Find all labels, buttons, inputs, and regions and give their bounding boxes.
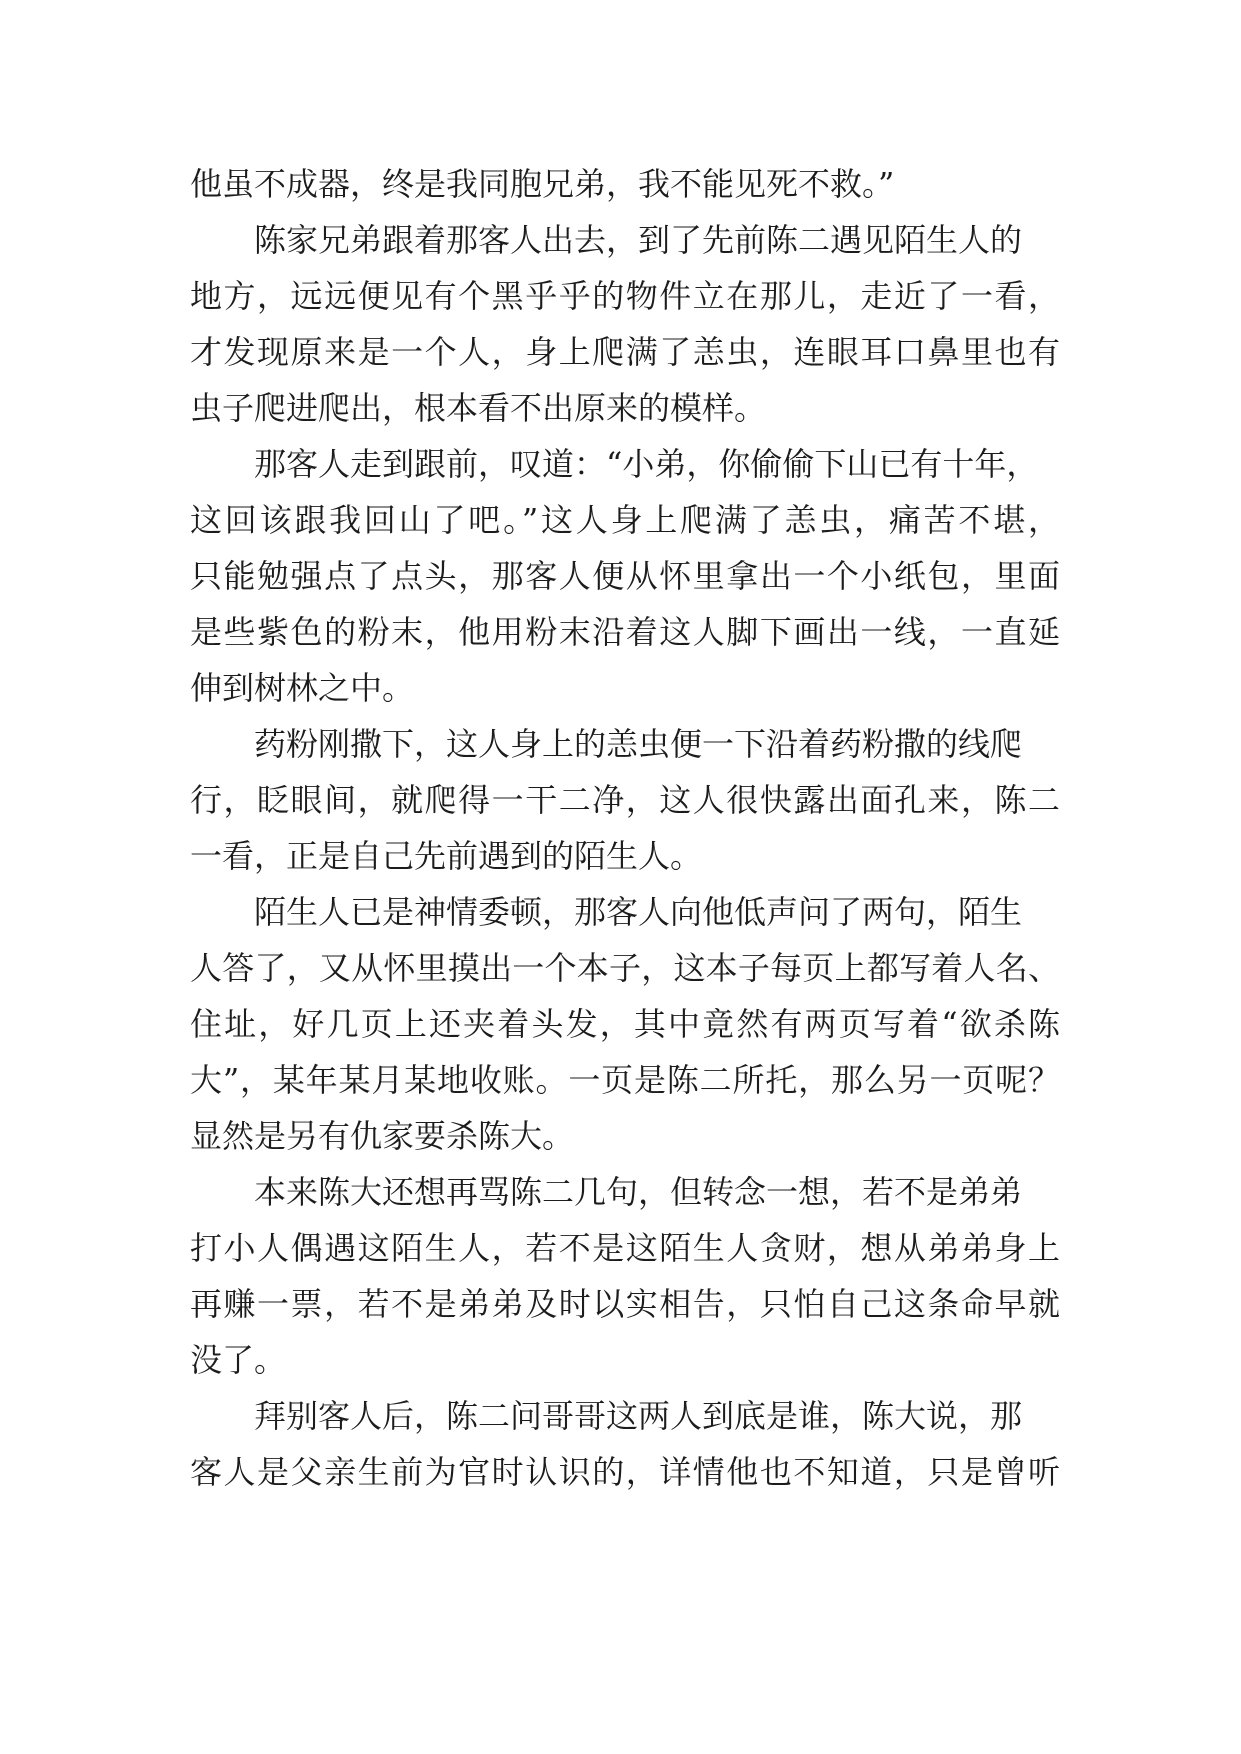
story-text — [190, 156, 1060, 1500]
text-line: 打小人偶遇这陌生人，若不是这陌生人贪财，想从弟弟身上 — [190, 1229, 1060, 1267]
paragraph-first-line: 陈家兄弟跟着那客人出去，到了先前陈二遇见陌生人的 — [254, 221, 1023, 259]
text-line: 才发现原来是一个人，身上爬满了恙虫，连眼耳口鼻里也有 — [190, 333, 1060, 371]
paragraph-first-line: 陌生人已是神情委顿，那客人向他低声问了两句，陌生 — [254, 893, 1023, 931]
paragraph-first-line: 那客人走到跟前，叹道：“小弟，你偷偷下山已有十年， — [254, 445, 1039, 483]
text-line: 他虽不成器，终是我同胞兄弟，我不能见死不救。” — [190, 165, 895, 203]
text-line: 地方，远远便见有个黑乎乎的物件立在那儿，走近了一看， — [190, 277, 1060, 315]
paragraph-first-line: 药粉刚撒下，这人身上的恙虫便一下沿着药粉撒的线爬 — [254, 725, 1023, 763]
text-line: 伸到树林之中。 — [190, 669, 415, 707]
text-line: 一看，正是自己先前遇到的陌生人。 — [190, 837, 703, 875]
text-line: 行，眨眼间，就爬得一干二净，这人很快露出面孔来，陈二 — [190, 781, 1060, 819]
text-line: 虫子爬进爬出，根本看不出原来的模样。 — [190, 389, 767, 427]
text-line: 是些紫色的粉末，他用粉末沿着这人脚下画出一线，一直延 — [190, 613, 1060, 651]
text-line: 住址，好几页上还夹着头发，其中竟然有两页写着“欲杀陈 — [190, 1005, 1060, 1043]
text-line: 客人是父亲生前为官时认识的，详情他也不知道，只是曾听 — [190, 1453, 1060, 1491]
text-line: 再赚一票，若不是弟弟及时以实相告，只怕自己这条命早就 — [190, 1285, 1060, 1323]
paragraph-first-line: 拜别客人后，陈二问哥哥这两人到底是谁，陈大说，那 — [254, 1397, 1023, 1435]
text-line: 显然是另有仇家要杀陈大。 — [190, 1117, 575, 1155]
paragraph-first-line: 本来陈大还想再骂陈二几句，但转念一想，若不是弟弟 — [254, 1173, 1023, 1211]
text-line: 这回该跟我回山了吧。”这人身上爬满了恙虫，痛苦不堪， — [190, 501, 1060, 539]
text-line: 只能勉强点了点头，那客人便从怀里拿出一个小纸包，里面 — [190, 557, 1060, 595]
text-line: 没了。 — [190, 1341, 287, 1379]
text-line: 人答了，又从怀里摸出一个本子，这本子每页上都写着人名、 — [190, 949, 1060, 987]
text-line: 大”，某年某月某地收账。一页是陈二所托，那么另一页呢？ — [190, 1061, 1060, 1099]
